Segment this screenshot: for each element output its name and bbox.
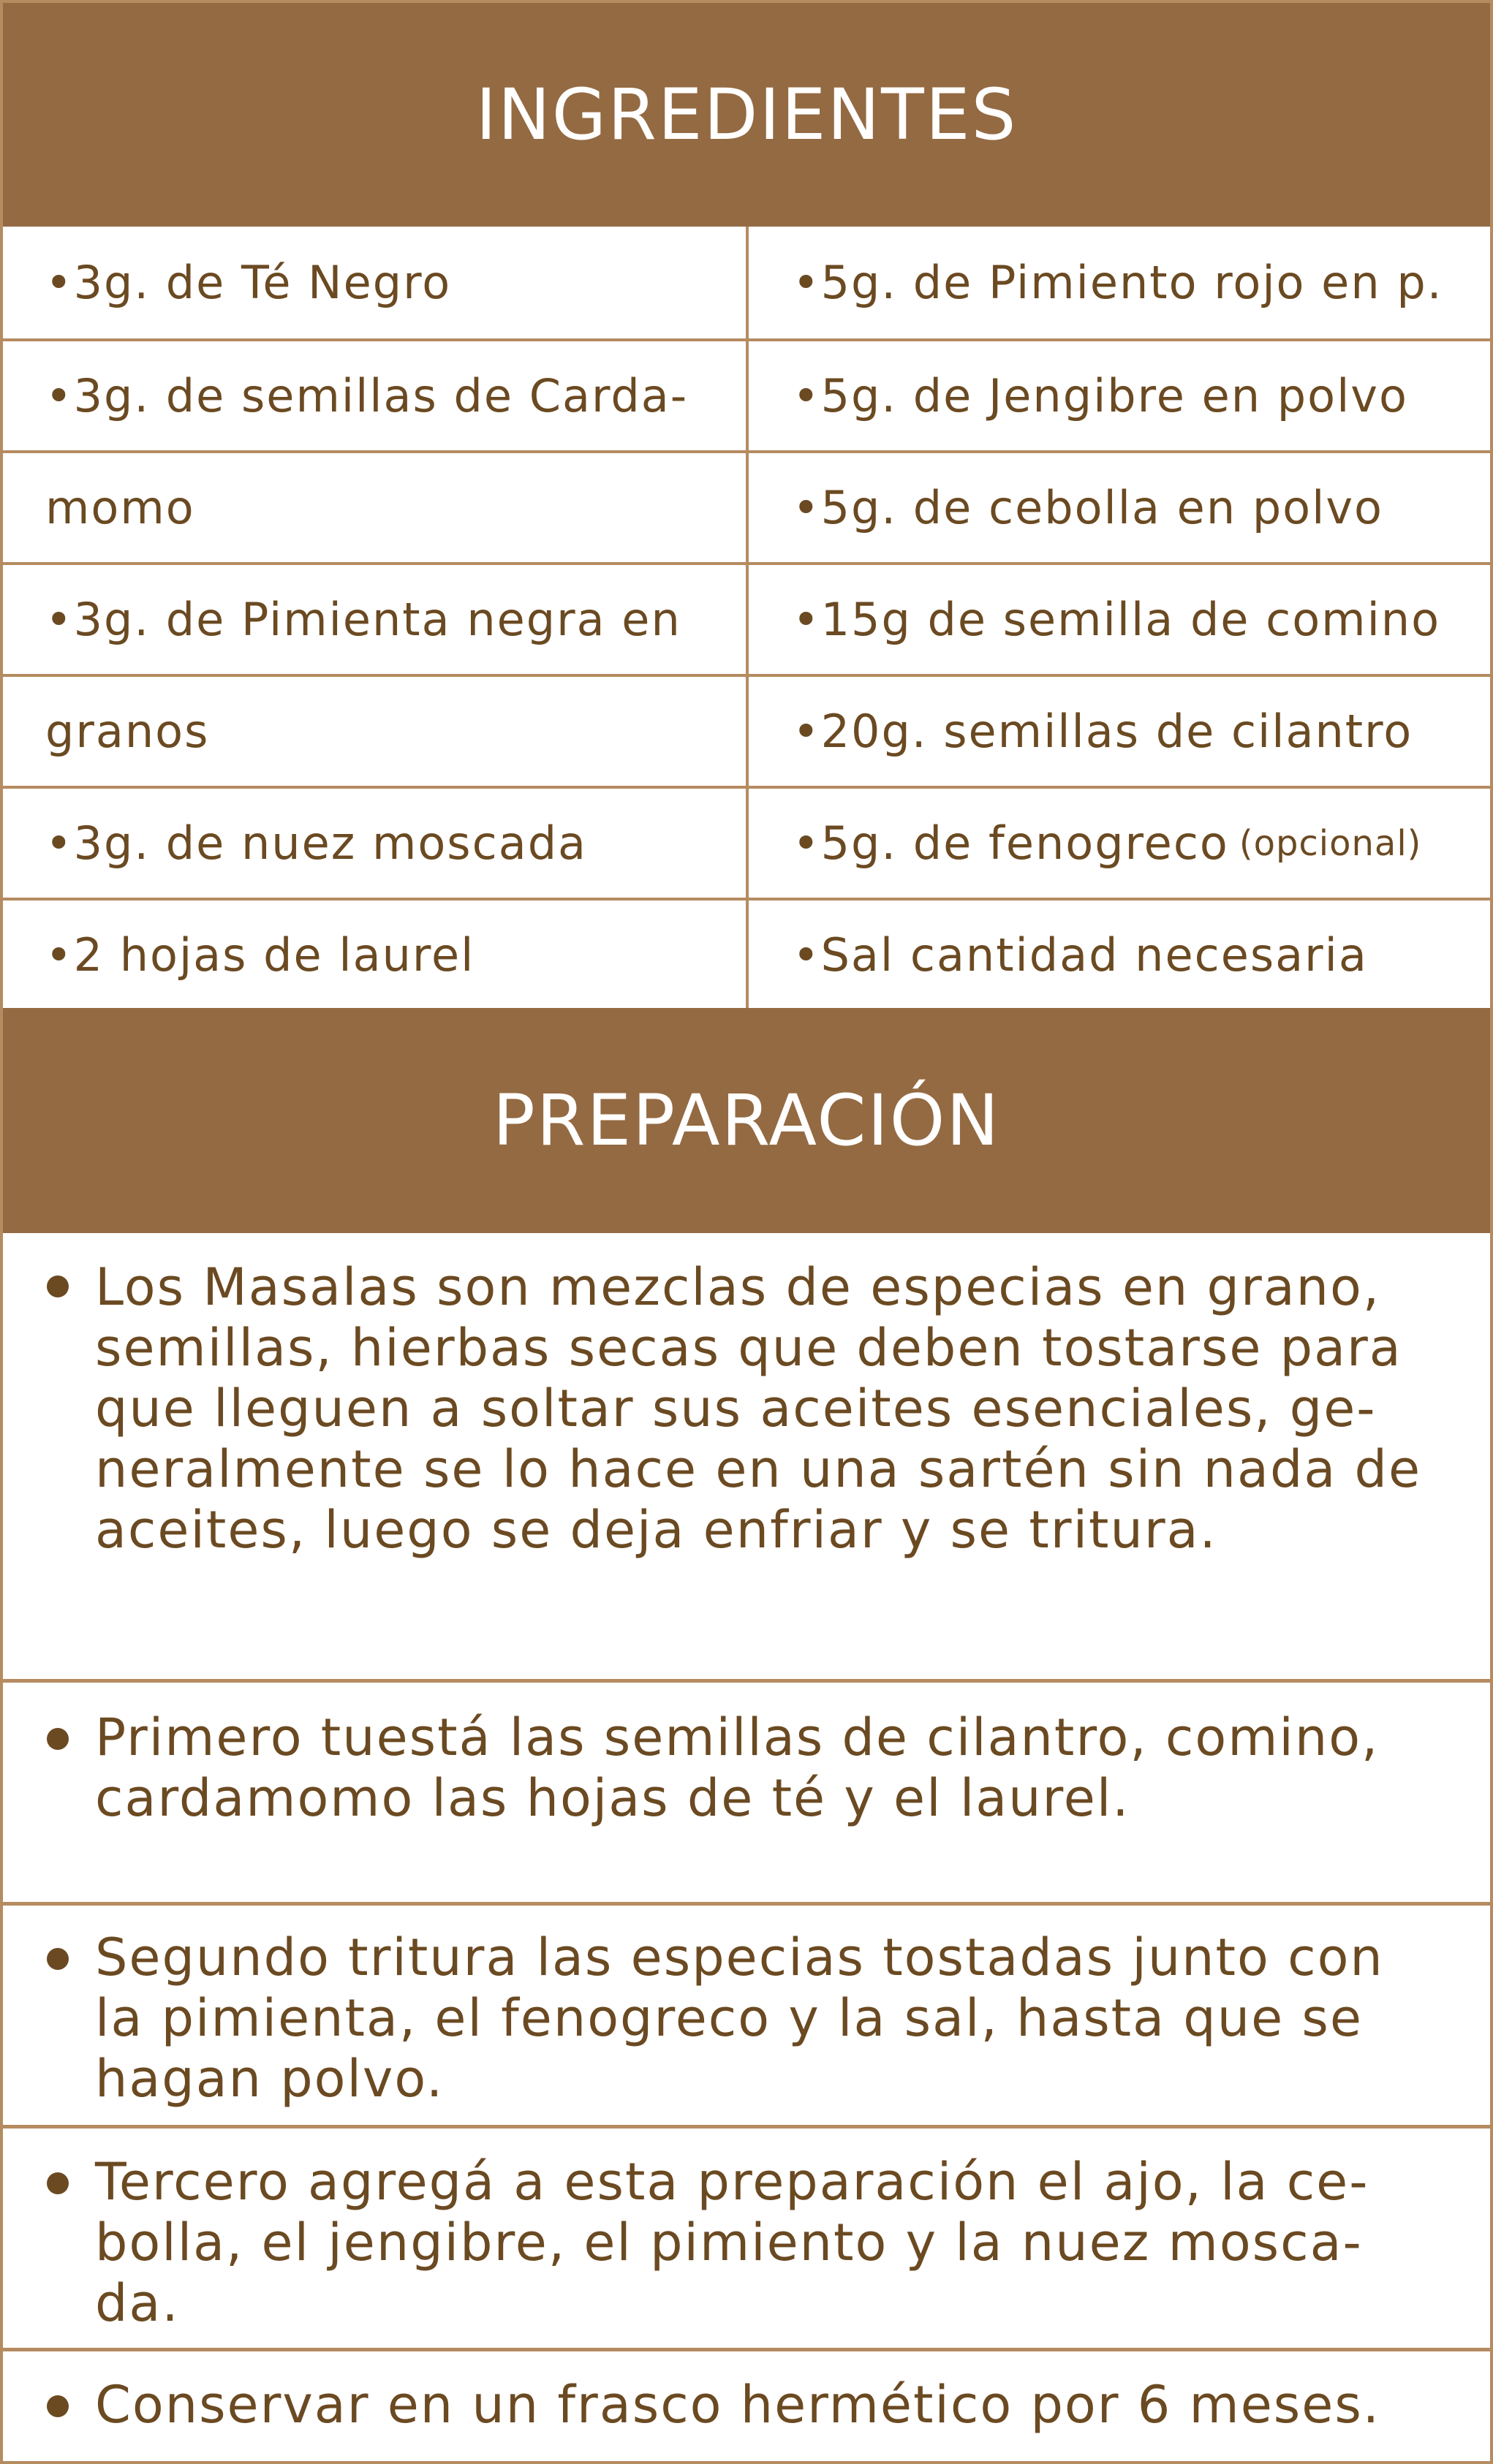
ingredient-left-4 bbox=[3, 562, 746, 674]
ingredient-text: •5g. de Pimiento rojo en p. bbox=[793, 256, 1443, 309]
ingredient-text: •5g. de cebolla en polvo bbox=[793, 481, 1383, 534]
ingredient-left-7 bbox=[3, 898, 746, 1009]
bullet-icon bbox=[47, 2395, 69, 2417]
ingredient-left-3 bbox=[3, 450, 746, 562]
bullet-icon bbox=[47, 2172, 69, 2194]
bullet-icon bbox=[47, 1275, 69, 1297]
step-text: Segundo tritura las especias tostadas junto con la pimienta, el fenogreco y la sal, hasta que se hagan polvo. bbox=[95, 1927, 1384, 2109]
bullet-icon bbox=[47, 1948, 69, 1970]
step-3 bbox=[3, 1902, 1490, 2125]
ingredient-right-4 bbox=[749, 562, 1490, 674]
step-text: Conservar en un frasco hermético por 6 meses. bbox=[95, 2375, 1381, 2435]
preparation-title: PREPARACIÓN bbox=[492, 1080, 1001, 1161]
optional-note: (opcional) bbox=[1239, 822, 1422, 864]
ingredient-text: •3g. de Pimienta negra en bbox=[45, 593, 681, 646]
ingredient-text: •20g. semillas de cilantro bbox=[793, 705, 1413, 758]
step-text: Primero tuestá las semillas de cilantro, comino, cardamomo las hojas de té y el laurel. bbox=[95, 1707, 1380, 1828]
ingredient-text: •Sal cantidad necesaria bbox=[793, 928, 1368, 982]
ingredient-right-2 bbox=[749, 338, 1490, 450]
ingredient-right-3 bbox=[749, 450, 1490, 562]
ingredient-text: granos bbox=[45, 705, 210, 758]
ingredient-text: •3g. de Té Negro bbox=[45, 256, 452, 309]
ingredient-left-1 bbox=[3, 227, 746, 338]
ingredient-left-2 bbox=[3, 338, 746, 450]
step-2 bbox=[3, 1679, 1490, 1902]
step-text: Tercero agregá a esta preparación el ajo, la ce-bolla, el jengibre, el pimiento y la nuez mosca-da. bbox=[95, 2152, 1369, 2333]
ingredient-text: momo bbox=[45, 481, 195, 534]
step-5 bbox=[3, 2348, 1490, 2464]
ingredient-text: •15g de semilla de comino bbox=[793, 593, 1441, 646]
ingredient-text: •5g. de Jengibre en polvo bbox=[793, 369, 1408, 422]
bullet-icon bbox=[47, 1728, 69, 1750]
ingredients-title: INGREDIENTES bbox=[475, 74, 1018, 156]
ingredients-table bbox=[3, 227, 1490, 1008]
ingredients-header bbox=[3, 3, 1490, 227]
step-4 bbox=[3, 2125, 1490, 2348]
preparation-header bbox=[3, 1008, 1490, 1233]
ingredient-right-7 bbox=[749, 898, 1490, 1009]
ingredient-right-1 bbox=[749, 227, 1490, 338]
ingredient-text: •3g. de nuez moscada bbox=[45, 816, 588, 870]
ingredient-text: •3g. de semillas de Carda- bbox=[45, 369, 689, 422]
step-1 bbox=[3, 1233, 1490, 1679]
step-text: Los Masalas son mezclas de especias en grano, semillas, hierbas secas que deben tostarse para que lleguen a soltar sus aceites esenciales, ge-neralmente se lo hace en una sartén sin nada de aceites, luego se deja enfriar y se tritura. bbox=[95, 1257, 1422, 1560]
ingredient-left-6 bbox=[3, 786, 746, 898]
ingredient-text: •2 hojas de laurel bbox=[45, 928, 475, 982]
ingredient-right-6 bbox=[749, 786, 1490, 898]
ingredient-left-5 bbox=[3, 674, 746, 786]
ingredient-text: •5g. de fenogreco bbox=[793, 816, 1229, 870]
ingredient-right-5 bbox=[749, 674, 1490, 786]
